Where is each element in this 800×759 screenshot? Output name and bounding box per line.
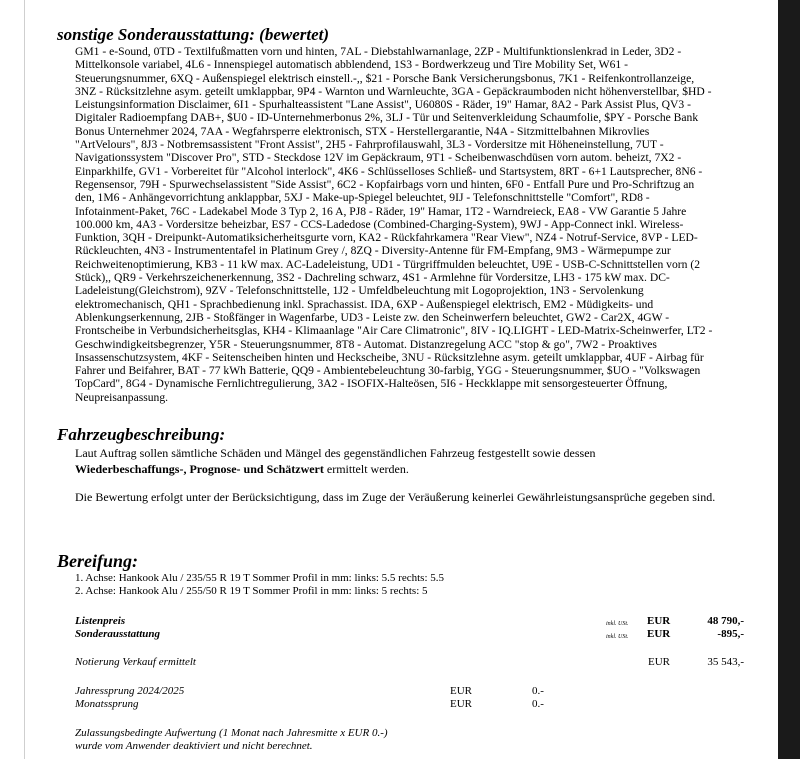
tire-axle-2: 2. Achse: Hankook Alu / 255/50 R 19 T Sommer Profil in mm: links: 5 rechts: 5 [75, 584, 428, 597]
zulassung-note-line-1: Zulassungsbedingte Aufwertung (1 Monat nach Jahresmitte x EUR 0.-) [75, 727, 388, 739]
jahressprung-value: 0.- [532, 685, 544, 697]
equipment-list: GM1 - e-Sound, 0TD - Textilfußmatten vorn und hinten, 7AL - Diebstahlwarnanlage, 2ZP - Multifunktionslenkrad in Leder, 3D2 - Mittelkonsole variabel, 4L6 - Innenspiegel automatisch abblendend, 1S3 - Bordwerkzeug und Tire Mobility Set, W61 - Steuerungsnummer, 6XQ - Außenspiegel elektrisch einstell.-,, $21 - Porsche Bank Versicherungsbonus, 7K1 - Reifenkontrollanzeige, 3NZ - Rücksitzlehne asym. geteilt umklappbar, 9P4 - Warnton und Warnleuchte, 3GA - Gepäckraumboden nicht höhenverstellbar, $HD - Leistungsinformation Disclaimer, 6I1 - Spurhalteassistent "Lane Assist", U6080S - Räder, 19" Hamar, 8A2 - Park Assist Plus, QV3 - Digitaler Radioempfang DAB+, $U0 - ID-Unternehmerbonus 2%, 3LJ - Tür und Seitenverkleidung Schaumfolie, $PY - Porsche Bank Bonus Unternehmer 2024, 7AA - Wegfahrsperre elektronisch, STX - Herstellergarantie, N4A - Sitzmittelbahnen Mikrovlies "ArtVelours", 8J3 - Notbremsassistent "Front Assist", 2H5 - Fahrprofilauswahl, 3L3 - Vordersitze mit Höheneinstellung, 7UT - Navigationssystem "Discover Pro", STD - Steckdose 12V im Gepäckraum, 9T1 - Scheibenwaschdüsen vorn autom. beheizt, 7X2 - Einparkhilfe, GV1 - Vorbereitet für "Alcohol interlock", 4K6 - Schlüsselloses Schließ- und Startsystem, 8RT - 6+1 Lautsprecher, 8N6 - Regensensor, 79H - Spurwechselassistent "Side Assist", 6C2 - Kopfairbags vorn und hinten, 6F0 - Entfall Pure und Pro-Schriftzug an den, 1M6 - Anhängevorrichtung anklappbar, 5XJ - Make-up-Spiegel beleuchtet, 9IJ - Telefonschnittstelle "Comfort", RD8 - Infotainment-Paket, 76C - Ladekabel Mode 3 Typ 2, 16 A, PJ8 - Räder, 19" Hamar, 1T2 - Warndreieck, EA8 - VW Garantie 5 Jahre 100.000 km, 4A3 - Vordersitze beheizbar, ES7 - CCS-Ladedose (Combined-Charging-System), 9WJ - App-Connect inkl. Wireless-Funktion, 3QH - Dreipunkt-Automatiksicherheitsgurte vorn, KA2 - Rückfahrkamera "Rear View", NZ4 - Notruf-Service, 8VP - LED-Rückleuchten, 4N3 - Instrumententafel in Platinum Grey /, 8ZQ - Diversity-Antenne für FM-Empfang, 9M3 - Wärmepumpe zur Reichweitenoptimierung, KB3 - 11 kW max. AC-Ladeleistung, UD1 - Türgriffmulden beleuchtet, U9E - USB-C-Schnittstellen vorn (2 Stück),, QR9 - Verkehrszeichenerkennung, 3S2 - Dachreling schwarz, 4S1 - Armlehne für Vordersitze, LH3 - 175 kW max. DC-Ladeleistung(Gleichstrom), 9ZV - Telefonschnittstelle, 1J2 - Umfeldbeleuchtung mit Logoprojektion, 1N3 - Servolenkung elektromechanisch, QH1 - Sprachbedienung inkl. Sprachassist. IDA, 6XP - Außenspiegel elektrisch, EM2 - Müdigkeits- und Ablenkungserkennung, 2JB - Stoßfänger in Wagenfarbe, UD3 - Leiste zw. den Scheinwerfern beleuchtet, GW2 - Car2X, 4GW - Frontscheibe in Verbundsicherheitsglas, KH4 - Klimaanlage "Air Care Climatronic", 8IV - IQ.LIGHT - LED-Matrix-Scheinwerfer, LT2 - Geschwindigkeitsbegrenzer, Y5R - Steuerungsnummer, 8T8 - Automat. Distanzregelung ACC "stop & go", 7W2 - Proaktives Insassenschutzsystem, 4KF - Seitenscheiben hinten und Heckscheibe, 3NU - Rücksitzlehne asym. geteilt umklappbar, 4UF - Airbag für Fahrer und Beifahrer, BAT - 77 kWh Batterie, QQ9 - Ambientebeleuchtung 30-farbig, YGG - Steuerungsnummer, $UO - "Volkswagen TopCard", 8G4 - Dynamische Fernlichtregulierung, 3A2 - ISOFIX-Halteösen, 5I6 - Heckklappe mit sensorgesteuerter Öffnung, Neupreisanpassung. [75, 45, 713, 404]
tire-list [75, 572, 444, 597]
monatssprung-currency: EUR [450, 698, 472, 710]
sonderausstattung-vat-note: inkl. USt. [606, 634, 629, 640]
listenpreis-currency: EUR [647, 615, 671, 627]
listenpreis-vat-note: inkl. USt. [606, 621, 629, 627]
page-edge-left [24, 0, 25, 759]
sonderausstattung-label: Sonderausstattung [75, 628, 160, 640]
notierung-currency: EUR [648, 656, 670, 668]
jahressprung-currency: EUR [450, 685, 472, 697]
section-title-bereifung: Bereifung: [57, 551, 138, 571]
sonderausstattung-value: -895,- [717, 628, 744, 640]
listenpreis-label: Listenpreis [75, 615, 126, 627]
monatssprung-label: Monatssprung [75, 698, 139, 710]
description-paragraph-1 [75, 445, 735, 477]
description-paragraph-2: Die Bewertung erfolgt unter der Berücksichtigung, dass im Zuge der Veräußerung keinerlei Gewährleistungsansprüche gegeben sind. [75, 490, 716, 504]
description-bold-text: Wiederbeschaffungs-, Prognose- und Schätzwert [75, 462, 324, 476]
page-edge-right [778, 0, 800, 759]
notierung-label: Notierung Verkauf ermittelt [75, 656, 196, 668]
section-title-sonderausstattung: sonstige Sonderausstattung: (bewertet) [57, 25, 330, 44]
zulassung-note-line-2: wurde vom Anwender deaktiviert und nicht berechnet. [75, 740, 313, 752]
jahressprung-label: Jahressprung 2024/2025 [75, 685, 185, 697]
description-text-b: ermittelt werden. [323, 462, 409, 476]
tire-axle-1: 1. Achse: Hankook Alu / 235/55 R 19 T Sommer Profil in mm: links: 5.5 rechts: 5.5 [75, 572, 445, 584]
sonderausstattung-currency: EUR [647, 628, 671, 640]
section-title-fahrzeugbeschreibung: Fahrzeugbeschreibung: [57, 425, 226, 444]
notierung-value: 35 543,- [707, 656, 744, 668]
listenpreis-value: 48 790,- [707, 615, 744, 627]
description-text-a: Laut Auftrag sollen sämtliche Schäden und Mängel des gegenständlichen Fahrzeug festgestellt sowie dessen [75, 446, 596, 460]
monatssprung-value: 0.- [532, 698, 544, 710]
